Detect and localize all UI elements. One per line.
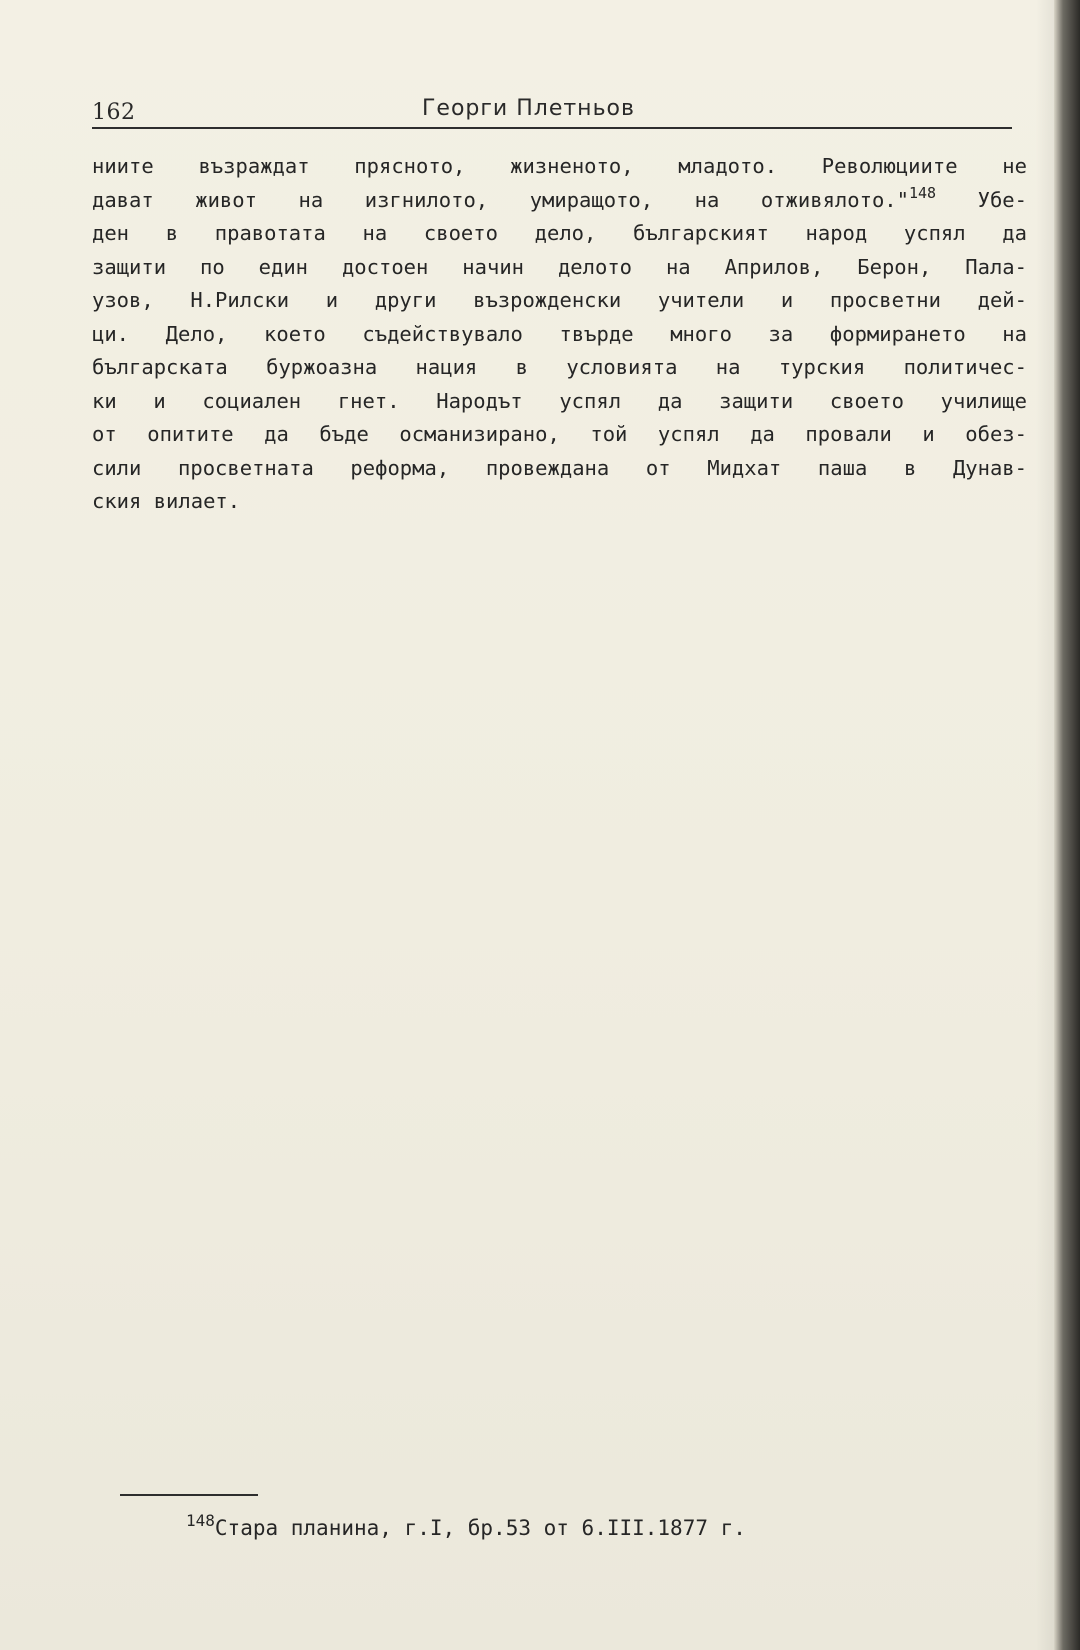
page-header	[92, 92, 1012, 132]
footnote-rule	[120, 1494, 258, 1496]
body-line-1: ниите възраждат прясното, жизненото, младото. Революциите не	[92, 154, 1027, 178]
footnote	[186, 1512, 746, 1544]
body-line-8: ки и социален гнет. Народът успял да защити своето училище	[92, 388, 1027, 413]
footnote-reference[interactable]: 148	[908, 183, 937, 202]
body-line-2-text: дават живот на изгнилото, умиращото, на отживялото."	[92, 187, 909, 212]
book-binding-edge	[1054, 0, 1080, 1650]
footnote-text: Стара планина, г.I, бр.53 от 6.III.1877 г.	[214, 1516, 746, 1540]
page-number: 162	[92, 100, 136, 125]
body-line-4: защити по един достоен начин делото на Априлов, Берон, Пала-	[92, 254, 1027, 279]
body-line-2	[92, 184, 1027, 218]
body-line-6: ци. Дело, което съдействувало твърде много за формирането на	[92, 321, 1027, 346]
binding-shadow	[1036, 0, 1054, 1650]
body-line-9: от опитите да бъде османизирано, той успял да провали и обез-	[92, 422, 1027, 446]
body-line-2-end: Убе-	[936, 187, 1027, 212]
header-rule	[92, 127, 1012, 129]
running-head: Георги Плетньов	[422, 96, 635, 121]
body-line-11: ския вилает.	[92, 489, 241, 513]
body-line-3: ден в правотата на своето дело, българският народ успял да	[92, 221, 1027, 245]
body-line-5: узов, Н.Рилски и други възрожденски учители и просветни дей-	[92, 288, 1027, 312]
body-line-7: българската буржоазна нация в условията на турския политичес-	[92, 355, 1027, 379]
body-line-10: сили просветната реформа, провеждана от Мидхат паша в Дунав-	[92, 455, 1027, 480]
footnote-number: 148	[186, 1511, 215, 1530]
body-paragraph	[92, 150, 1027, 519]
